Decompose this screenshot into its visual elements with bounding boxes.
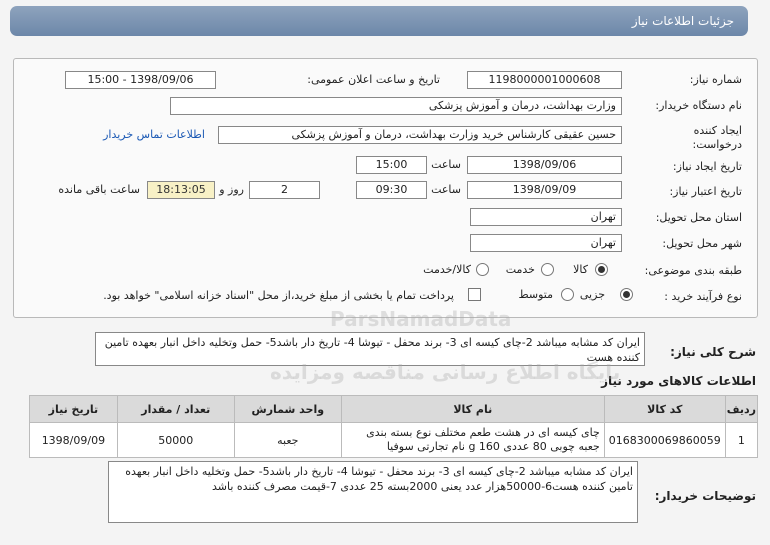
process-radio-minor[interactable] bbox=[620, 288, 633, 301]
page-header bbox=[10, 6, 748, 36]
valid-date-field: 1398/09/09 bbox=[467, 181, 622, 199]
valid-time-label: ساعت bbox=[431, 183, 461, 196]
payment-note: پرداخت تمام یا بخشی از مبلغ خرید،از محل "اسناد خزانه اسلامی" خواهد بود. bbox=[103, 289, 454, 302]
process-radio-medium[interactable] bbox=[561, 288, 574, 301]
summary-text: ایران کد مشابه میباشد 2-چای کیسه ای 3- برند محفل - تیوشا 4- تاریخ دار باشد5- حمل وتخلیه داخل انبار بعهده تامین کننده هست bbox=[95, 332, 645, 366]
need-number-field: 1198000001000608 bbox=[467, 71, 622, 89]
category-option-goods-service: کالا/خدمت bbox=[423, 263, 471, 276]
buyer-notes-text: ایران کد مشابه میباشد 2-چای کیسه ای 3- برند محفل - تیوشا 4- تاریخ دار باشد5- حمل وتخلیه داخل انبار بعهده تامین کننده هست6-50000هزار عدد یعنی 2000بسته 25 عددی 7-قیمت مصرف کننده باشد bbox=[108, 461, 638, 523]
watermark-brand: ParsNamadData bbox=[330, 307, 512, 331]
buyer-field: وزارت بهداشت، درمان و آموزش پزشکی bbox=[170, 97, 622, 115]
items-section-title: اطلاعات کالاهای مورد نیاز bbox=[601, 374, 756, 388]
created-time-field: 15:00 bbox=[356, 156, 427, 174]
city-label: شهر محل تحویل: bbox=[662, 237, 742, 250]
need-number-label: شماره نیاز: bbox=[689, 73, 742, 86]
days-label: روز و bbox=[219, 183, 244, 196]
items-table bbox=[29, 395, 758, 458]
process-label: نوع فرآیند خرید : bbox=[664, 290, 742, 303]
cell-unit: جعبه bbox=[234, 423, 341, 458]
announce-label: تاریخ و ساعت اعلان عمومی: bbox=[307, 73, 440, 86]
col-name: نام کالا bbox=[341, 396, 604, 423]
category-option-goods: کالا bbox=[573, 263, 588, 276]
province-field: تهران bbox=[470, 208, 622, 226]
valid-date-label: تاریخ اعتبار نیاز: bbox=[669, 185, 742, 198]
valid-time-field: 09:30 bbox=[356, 181, 427, 199]
cell-code: 0168300069860059 bbox=[604, 423, 725, 458]
announce-field: 1398/09/06 - 15:00 bbox=[65, 71, 216, 89]
cell-name: چای کیسه ای در هشت طعم مختلف نوع بسته بندی جعبه چوبی 80 عددی 160 g نام تجارتی سوفیا bbox=[341, 423, 604, 458]
summary-label: شرح کلی نیاز: bbox=[670, 345, 756, 359]
city-field: تهران bbox=[470, 234, 622, 252]
category-radio-goods[interactable] bbox=[595, 263, 608, 276]
creator-field: حسین عقیقی کارشناس خرید وزارت بهداشت، درمان و آموزش پزشکی bbox=[218, 126, 622, 144]
buyer-notes-label: توضیحات خریدار: bbox=[654, 489, 756, 503]
creator-label: ایجاد کننده درخواست: bbox=[692, 124, 742, 151]
col-qty: تعداد / مقدار bbox=[117, 396, 234, 423]
cell-date: 1398/09/09 bbox=[30, 423, 118, 458]
created-date-field: 1398/09/06 bbox=[467, 156, 622, 174]
process-option-medium: متوسط bbox=[518, 288, 553, 301]
category-radio-goods-service[interactable] bbox=[476, 263, 489, 276]
col-unit: واحد شمارش bbox=[234, 396, 341, 423]
days-field: 2 bbox=[249, 181, 320, 199]
remaining-time-field: 18:13:05 bbox=[147, 181, 215, 199]
process-option-minor: جزیی bbox=[579, 288, 605, 301]
category-option-service: خدمت bbox=[505, 263, 535, 276]
page-title: جزئیات اطلاعات نیاز bbox=[631, 14, 734, 28]
created-date-label: تاریخ ایجاد نیاز: bbox=[672, 160, 742, 173]
buyer-label: نام دستگاه خریدار: bbox=[655, 99, 742, 112]
table-header-row bbox=[30, 396, 758, 423]
contact-info-link[interactable]: اطلاعات تماس خریدار bbox=[103, 128, 205, 141]
cell-row: 1 bbox=[725, 423, 757, 458]
col-code: کد کالا bbox=[604, 396, 725, 423]
col-date: تاریخ نیاز bbox=[30, 396, 118, 423]
category-radio-service[interactable] bbox=[541, 263, 554, 276]
remaining-label: ساعت باقی مانده bbox=[58, 183, 140, 196]
created-time-label: ساعت bbox=[431, 158, 461, 171]
treasury-checkbox[interactable] bbox=[468, 288, 481, 301]
table-row[interactable] bbox=[30, 423, 758, 458]
province-label: استان محل تحویل: bbox=[655, 211, 742, 224]
cell-qty: 50000 bbox=[117, 423, 234, 458]
watermark-text: پایگاه اطلاع رسانی مناقصه ومزایده bbox=[270, 360, 621, 384]
category-label: طبقه بندی موضوعی: bbox=[644, 264, 742, 277]
col-row: ردیف bbox=[725, 396, 757, 423]
